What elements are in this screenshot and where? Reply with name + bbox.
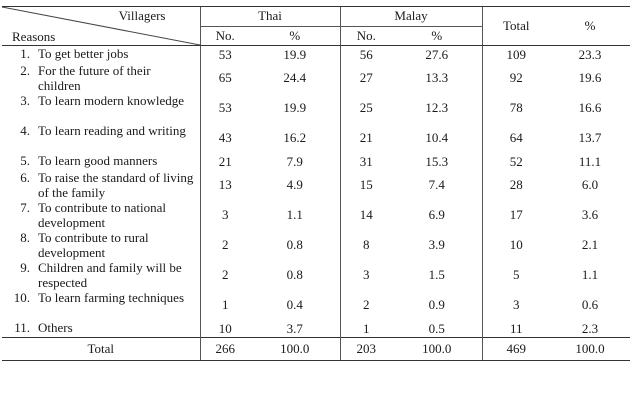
total-cell: 64 [482,123,550,153]
row-number: 4. [20,123,30,138]
table-row [2,260,630,290]
thai-group-header: Thai [200,7,340,27]
thai-percent-cell: 19.9 [283,100,307,115]
thai-no-cell: 21 [200,153,250,170]
table-row [2,200,630,230]
table-row [2,290,630,320]
total-cell: 28 [482,170,550,200]
thai-percent-cell: 4.9 [286,177,303,192]
reason-text: To contribute to rural development [38,230,149,260]
reason-text: Children and family will be respected [38,260,182,290]
thai-no-cell: 10 [200,320,250,338]
malay-percent-cell: 3.9 [428,237,445,252]
reason-text: Others [38,320,73,335]
percent-cell: 11.1 [578,153,602,169]
thai-no-cell: 13 [200,170,250,200]
thai-percent-cell: 0.8 [286,237,303,252]
table-row [2,230,630,260]
malay-percent-total: 100.0 [392,338,482,361]
malay-percent-cell: 7.4 [428,177,445,192]
malay-no-total: 203 [340,338,392,361]
row-number: 7. [20,200,30,215]
row-number: 1. [20,46,30,61]
malay-percent-cell: 13.3 [425,70,449,85]
table-row [2,63,630,93]
malay-no-cell: 21 [340,123,392,153]
total-cell: 17 [482,200,550,230]
total-row [2,338,630,361]
percent-cell: 13.7 [578,130,602,145]
reason-text: To contribute to national development [38,200,166,230]
reasons-table [2,6,630,361]
total-cell: 3 [482,290,550,320]
grand-total: 469 [482,338,550,361]
row-number: 11. [14,320,30,335]
malay-percent-cell: 0.9 [428,297,445,312]
reason-text: For the future of their children [38,63,151,93]
total-cell: 10 [482,230,550,260]
thai-percent-cell: 1.1 [286,207,303,222]
row-number: 8. [20,230,30,245]
malay-percent-cell: 12.3 [425,100,449,115]
thai-percent-cell: 0.8 [286,267,303,282]
malay-percent-cell: 6.9 [428,207,445,222]
total-cell: 5 [482,260,550,290]
total-cell: 109 [482,46,550,64]
percent-column-header: % [550,7,630,46]
row-number: 6. [20,170,30,185]
thai-no-cell: 65 [200,63,250,93]
percent-cell: 0.6 [581,297,599,312]
malay-no-cell: 3 [340,260,392,290]
malay-no-cell: 14 [340,200,392,230]
malay-no-cell: 1 [340,320,392,338]
percent-cell: 23.3 [578,46,602,62]
total-cell: 78 [482,93,550,123]
row-number: 3. [20,93,30,108]
reason-text: To learn modern knowledge [38,93,185,108]
table-body [2,46,630,361]
thai-percent-cell: 3.7 [286,320,303,336]
percent-cell: 19.6 [578,70,602,85]
reason-text: To learn reading and writing [38,123,186,138]
malay-percent-cell: 1.5 [428,267,445,282]
reason-text: To raise the standard of living of the family [38,170,194,200]
row-number: 5. [20,153,30,168]
table-row [2,153,630,170]
percent-cell: 16.6 [578,100,602,115]
malay-no-header: No. [340,26,392,46]
thai-percent-total: 100.0 [250,338,340,361]
malay-percent-header: % [392,26,482,46]
row-number: 2. [20,63,30,78]
thai-no-cell: 53 [200,46,250,64]
thai-percent-header: % [250,26,340,46]
table-row [2,170,630,200]
row-number: 9. [20,260,30,275]
malay-percent-cell: 27.6 [425,46,449,62]
malay-no-cell: 25 [340,93,392,123]
malay-no-cell: 8 [340,230,392,260]
malay-no-cell: 31 [340,153,392,170]
malay-percent-cell: 15.3 [425,153,449,169]
row-number: 10. [13,290,30,305]
table-row [2,93,630,123]
reason-text: To learn good manners [38,153,158,168]
malay-no-cell: 15 [340,170,392,200]
thai-percent-cell: 16.2 [283,130,307,145]
thai-no-cell: 53 [200,93,250,123]
percent-cell: 1.1 [581,267,599,282]
table-row [2,320,630,338]
reasons-label: Reasons [12,29,56,44]
malay-group-header: Malay [340,7,482,27]
villagers-label: Villagers [118,8,166,23]
thai-percent-cell: 7.9 [286,153,303,169]
thai-no-total: 266 [200,338,250,361]
thai-percent-cell: 19.9 [283,46,307,62]
percent-cell: 2.3 [581,320,599,336]
percent-cell: 2.1 [581,237,599,252]
percent-cell: 6.0 [581,177,599,192]
thai-no-header: No. [200,26,250,46]
thai-percent-cell: 24.4 [283,70,307,85]
malay-no-cell: 27 [340,63,392,93]
diagonal-header-cell [2,7,200,46]
table-row [2,123,630,153]
malay-no-cell: 2 [340,290,392,320]
table-row [2,46,630,64]
malay-percent-cell: 10.4 [425,130,449,145]
thai-no-cell: 43 [200,123,250,153]
thai-no-cell: 2 [200,260,250,290]
reason-text: To learn farming techniques [38,290,185,305]
total-row-label: Total [2,338,200,361]
total-cell: 52 [482,153,550,170]
thai-percent-cell: 0.4 [286,297,303,312]
malay-percent-cell: 0.5 [428,320,445,336]
grand-percent: 100.0 [550,338,630,361]
malay-no-cell: 56 [340,46,392,64]
thai-no-cell: 1 [200,290,250,320]
percent-cell: 3.6 [581,207,599,222]
reason-text: To get better jobs [38,46,129,61]
total-column-header: Total [482,7,550,46]
total-cell: 11 [482,320,550,338]
thai-no-cell: 2 [200,230,250,260]
total-cell: 92 [482,63,550,93]
thai-no-cell: 3 [200,200,250,230]
